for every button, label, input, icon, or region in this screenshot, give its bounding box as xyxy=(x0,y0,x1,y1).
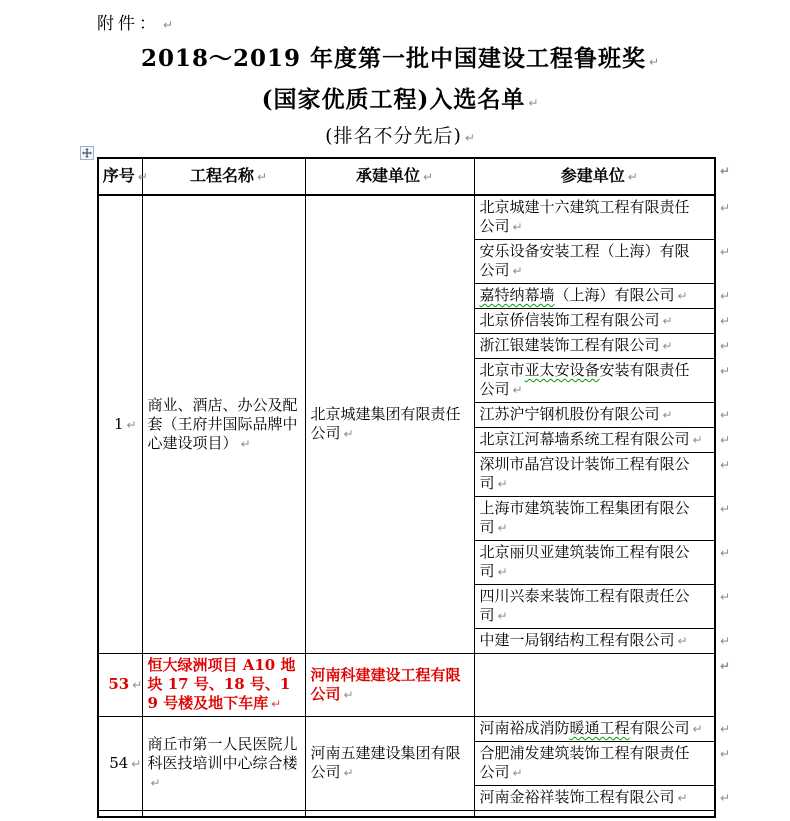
row-end-mark-icon: ↵ xyxy=(719,289,730,303)
table-row xyxy=(98,717,715,742)
contractor-cell xyxy=(305,654,474,717)
serial-cell xyxy=(98,717,142,811)
row-end-mark-icon: ↵ xyxy=(719,722,730,736)
spellcheck-squiggle: 亚太安设备 xyxy=(524,361,600,379)
participant-text: 浙江银建装饰工程有限公司 xyxy=(479,336,660,354)
document-titles xyxy=(0,40,790,152)
paragraph-mark-icon: ↵ xyxy=(528,96,540,110)
paragraph-mark-icon: ↵ xyxy=(132,678,143,692)
paragraph-mark-icon: ↵ xyxy=(692,433,703,447)
award-table xyxy=(97,157,730,818)
row-end-mark-icon: ↵ xyxy=(719,634,730,648)
paragraph-mark-icon: ↵ xyxy=(343,687,354,702)
move-arrows-glyph xyxy=(82,148,92,158)
participant-text: 上海市建筑装饰工程集团有限公司 xyxy=(479,499,690,536)
partial-cell xyxy=(98,811,142,817)
header-participant-text: 参建单位 xyxy=(560,166,625,185)
participant-text: 江苏沪宁钢机股份有限公司 xyxy=(479,405,660,423)
participant-text: 合肥浦发建筑装饰工程有限责任公司 xyxy=(479,744,690,781)
paragraph-mark-icon: ↵ xyxy=(662,408,673,422)
participant-text: 北京城建十六建筑工程有限责任公司 xyxy=(479,198,690,235)
participant-cell xyxy=(474,585,730,629)
contractor-cell-text: 河南科建建设工程有限公司 xyxy=(310,665,461,703)
attachment-label xyxy=(97,9,178,34)
partial-cell xyxy=(305,811,474,817)
contractor-cell xyxy=(305,195,474,654)
partial-next-row xyxy=(98,811,715,817)
row-end-mark-icon: ↵ xyxy=(719,408,730,422)
participant-cell xyxy=(474,453,730,497)
paragraph-mark-icon: ↵ xyxy=(512,383,523,397)
table-row xyxy=(98,654,715,717)
row-end-mark-icon: ↵ xyxy=(719,164,730,178)
paragraph-mark-icon: ↵ xyxy=(271,697,282,711)
paragraph-mark-icon: ↵ xyxy=(497,521,508,535)
paragraph-mark-icon: ↵ xyxy=(512,766,523,780)
title-text-2: (国家优质工程)入选名单 xyxy=(261,86,526,113)
header-participant xyxy=(474,158,730,195)
header-serial-text: 序号 xyxy=(102,166,135,185)
participant-text: 北京江河幕墙系统工程有限公司 xyxy=(479,430,690,448)
row-end-mark-icon: ↵ xyxy=(719,659,730,673)
paragraph-mark-icon: ↵ xyxy=(677,634,688,648)
row-end-mark-icon: ↵ xyxy=(719,502,730,516)
paragraph-mark-icon: ↵ xyxy=(343,766,354,780)
table-row xyxy=(98,195,715,240)
row-end-mark-icon: ↵ xyxy=(719,364,730,378)
project-cell xyxy=(142,195,305,654)
participant-text: 中建一局钢结构工程有限公司 xyxy=(479,631,675,649)
participant-cell xyxy=(474,428,730,453)
subtitle-text: (排名不分先后) xyxy=(325,125,462,147)
serial-cell-text: 1 xyxy=(113,414,124,433)
participant-text: 北京丽贝亚建筑装饰工程有限公司 xyxy=(479,543,690,580)
paragraph-mark-icon: ↵ xyxy=(512,220,523,234)
document-title-line1 xyxy=(0,40,790,81)
paragraph-mark-icon: ↵ xyxy=(649,55,661,69)
partial-cell xyxy=(142,811,305,817)
award-table-body xyxy=(98,195,730,817)
award-table-header xyxy=(98,158,730,195)
header-contractor-text: 承建单位 xyxy=(355,166,420,185)
participant-text: 安乐设备安装工程（上海）有限公司 xyxy=(479,242,690,279)
table-move-handle-icon[interactable] xyxy=(80,146,94,160)
spellcheck-squiggle: 嘉特纳幕墙 xyxy=(479,286,555,304)
paragraph-mark-icon: ↵ xyxy=(627,170,638,184)
project-cell-text: 恒大绿洲项目 A10 地块 17 号、18 号、19 号楼及地下车库 xyxy=(147,656,296,712)
paragraph-mark-icon: ↵ xyxy=(662,314,673,328)
serial-cell xyxy=(98,195,142,654)
document-title-line2 xyxy=(0,81,790,122)
header-contractor xyxy=(305,158,474,195)
paragraph-mark-icon: ↵ xyxy=(464,131,476,145)
paragraph-mark-icon: ↵ xyxy=(257,170,268,184)
participant-cell xyxy=(474,541,730,585)
paragraph-mark-icon: ↵ xyxy=(240,436,251,451)
participant-text: 河南裕成消防暖通工程有限公司 xyxy=(479,719,690,737)
participant-cell xyxy=(474,240,730,284)
paragraph-mark-icon: ↵ xyxy=(692,722,703,736)
project-cell xyxy=(142,717,305,811)
serial-cell-text: 53 xyxy=(108,675,130,693)
paragraph-mark-icon: ↵ xyxy=(343,427,354,441)
serial-cell xyxy=(98,654,142,717)
participant-cell xyxy=(474,334,730,359)
paragraph-mark-icon: ↵ xyxy=(126,417,137,432)
paragraph-mark-icon: ↵ xyxy=(677,791,688,805)
title-text-1: 2018～2019 年度第一批中国建设工程鲁班奖 xyxy=(140,45,647,72)
attachment-text: 附件： xyxy=(97,14,160,34)
participant-cell xyxy=(474,284,730,309)
participant-cell xyxy=(474,629,730,654)
participant-text: 深圳市晶宫设计装饰工程有限公司 xyxy=(479,455,690,492)
project-cell-text: 商丘市第一人民医院儿科医技培训中心综合楼 xyxy=(147,734,298,772)
paragraph-mark-icon: ↵ xyxy=(677,289,688,303)
participant-cell xyxy=(474,786,730,811)
row-end-mark-icon: ↵ xyxy=(719,458,730,472)
contractor-cell-text: 北京城建集团有限责任公司 xyxy=(310,405,461,442)
document-subtitle xyxy=(0,122,790,152)
participant-text: 北京侨信装饰工程有限公司 xyxy=(479,311,660,329)
participant-cell xyxy=(474,403,730,428)
row-end-mark-icon: ↵ xyxy=(719,791,730,805)
partial-cell xyxy=(474,811,715,817)
row-end-mark-icon: ↵ xyxy=(719,747,730,761)
paragraph-mark-icon: ↵ xyxy=(423,170,434,184)
participant-text: 北京市亚太安设备安装有限责任公司 xyxy=(479,361,690,398)
row-end-mark-icon: ↵ xyxy=(719,546,730,560)
project-cell xyxy=(142,654,305,717)
project-cell-text: 商业、酒店、办公及配套（王府井国际品牌中心建设项目） xyxy=(147,395,298,452)
header-serial xyxy=(98,158,148,195)
row-end-mark-icon: ↵ xyxy=(719,314,730,328)
header-row xyxy=(98,158,715,195)
row-end-mark-icon: ↵ xyxy=(719,590,730,604)
row-end-mark-icon: ↵ xyxy=(719,245,730,259)
paragraph-mark-icon: ↵ xyxy=(131,756,142,771)
header-project-text: 工程名称 xyxy=(189,166,254,185)
spellcheck-squiggle: 暖通工程 xyxy=(569,719,630,737)
paragraph-mark-icon: ↵ xyxy=(497,609,508,623)
award-table-container xyxy=(97,157,730,818)
row-end-mark-icon: ↵ xyxy=(719,339,730,353)
paragraph-mark-icon: ↵ xyxy=(497,565,508,579)
paragraph-mark-icon: ↵ xyxy=(512,264,523,278)
participant-cell xyxy=(474,309,730,334)
serial-cell-text: 54 xyxy=(109,753,129,772)
participant-text: 河南金裕祥装饰工程有限公司 xyxy=(479,788,675,806)
participant-cell xyxy=(474,497,730,541)
participant-cell xyxy=(474,654,730,717)
contractor-cell-text: 河南五建建设集团有限公司 xyxy=(310,744,461,781)
paragraph-mark-icon: ↵ xyxy=(150,775,161,790)
participant-cell xyxy=(474,717,730,742)
paragraph-mark-icon: ↵ xyxy=(163,18,178,32)
contractor-cell xyxy=(305,717,474,811)
row-end-mark-icon: ↵ xyxy=(719,201,730,215)
participant-cell xyxy=(474,742,730,786)
participant-cell xyxy=(474,359,730,403)
header-project xyxy=(142,158,305,195)
paragraph-mark-icon: ↵ xyxy=(137,170,148,184)
row-end-mark-icon: ↵ xyxy=(719,433,730,447)
participant-cell xyxy=(474,195,730,240)
paragraph-mark-icon: ↵ xyxy=(497,477,508,491)
paragraph-mark-icon: ↵ xyxy=(662,339,673,353)
participant-text: 嘉特纳幕墙（上海）有限公司 xyxy=(479,286,675,304)
participant-text: 四川兴泰来装饰工程有限责任公司 xyxy=(479,587,690,624)
